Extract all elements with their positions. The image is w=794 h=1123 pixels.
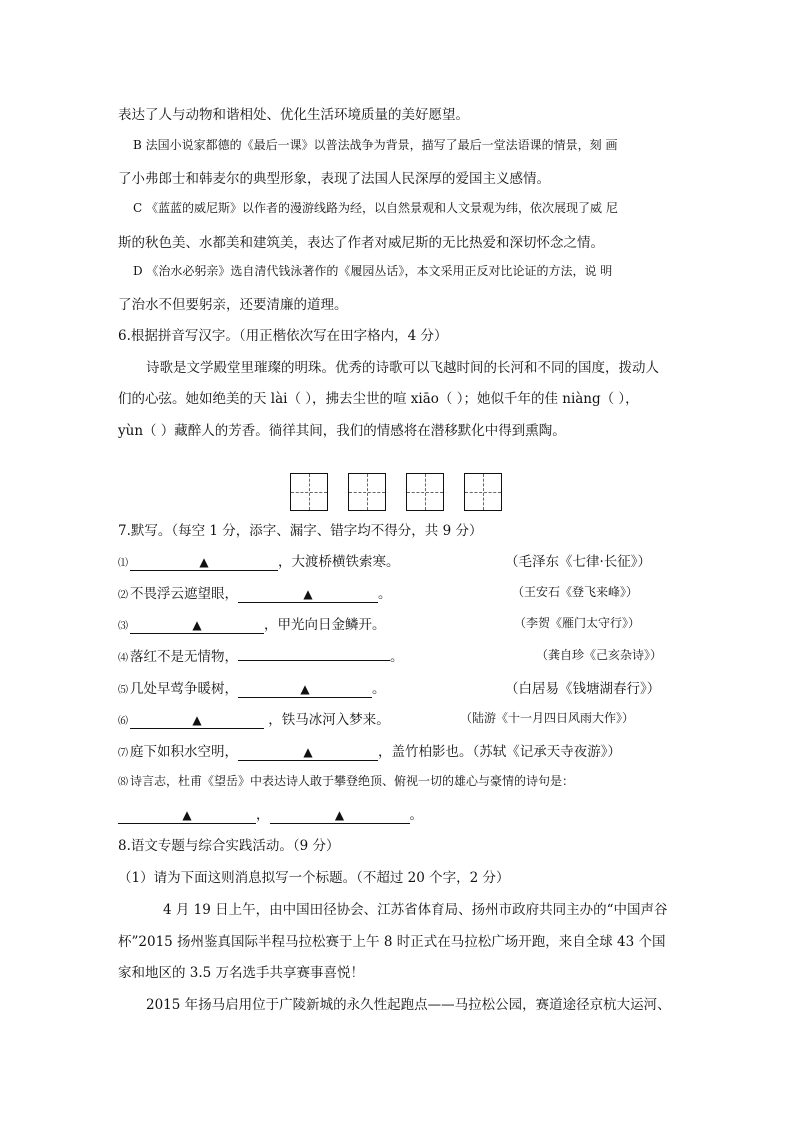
q7-item-5-source: （白居易《钱塘湖春行》）: [505, 681, 661, 697]
q7-item-7: ⑺ 庭下如积水空明， ▲ ，盖竹柏影也。（苏轼《记承天寺夜游》）: [118, 744, 621, 760]
tianzige-cell[interactable]: [406, 473, 444, 511]
q5-intro-line: 表达了人与动物和谐相处、优化生活环境质量的美好愿望。: [118, 107, 469, 123]
q7-item-4-source: （龚自珍《己亥杂诗》）: [536, 648, 663, 662]
q8-sub1: （1）请为下面这则消息拟写一个标题。（不超过 20 个字，2 分）: [118, 870, 510, 886]
q7-item-3-source: （李贺《雁门太守行》）: [514, 616, 641, 630]
answer-blank[interactable]: ▲: [238, 745, 378, 761]
answer-blank[interactable]: ▲: [238, 587, 378, 603]
q7-item-1: ⑴ ▲ ，大渡桥横铁索寒。: [118, 554, 400, 570]
q7-item-3: ⑶ ▲ ，甲光向日金鳞开。: [118, 617, 386, 633]
q6-paragraph-line3: yùn（ ）藏醉人的芳香。徜徉其间，我们的情感将在潜移默化中得到熏陶。: [118, 423, 566, 439]
q8-news-line2: 杯”2015 扬州鉴真国际半程马拉松赛于上午 8 时正式在马拉松广场开跑，来自全球 43 个国: [118, 934, 666, 950]
q5-option-d-line2: 了治水不但要躬亲，还要清廉的道理。: [118, 297, 348, 313]
q7-title: 7.默写。（每空 1 分，添字、漏字、错字均不得分，共 9 分）: [118, 523, 483, 539]
answer-blank[interactable]: ▲: [238, 682, 372, 698]
q7-item-2-source: （王安石《登飞来峰》）: [512, 585, 639, 599]
q8-news-line4: 2015 年扬马启用位于广陵新城的永久性起跑点——马拉松公园，赛道途径京杭大运河、: [146, 997, 671, 1013]
q5-option-d-line1: D 《治水必躬亲》选自清代钱泳著作的《履园丛话》，本文采用正反对比论证的方法，说 明: [133, 264, 613, 278]
answer-blank[interactable]: [238, 645, 390, 661]
q7-item-6-source: （陆游《十一月四日风雨大作》）: [460, 711, 635, 725]
q6-title: 6.根据拼音写汉字。（用正楷依次写在田字格内，4 分）: [118, 328, 448, 344]
q7-item-8: ⑻ 诗言志，杜甫《望岳》中表达诗人敢于攀登绝顶、俯视一切的雄心与豪情的诗句是：: [118, 774, 575, 788]
tianzige-cell[interactable]: [464, 473, 502, 511]
item-number: ⑴: [118, 558, 128, 569]
q8-news-line1: 4 月 19 日上午，由中国田径协会、江苏省体育局、扬州市政府共同主办的“中国声谷: [163, 902, 668, 918]
q7-item-2: ⑵ 不畏浮云遮望眼， ▲ 。: [118, 586, 392, 602]
q6-paragraph-line1: 诗歌是文学殿堂里璀璨的明珠。优秀的诗歌可以飞越时间的长河和不同的国度，拨动人: [146, 360, 659, 376]
q7-item-1-source: （毛泽东《七律·长征》）: [505, 554, 652, 570]
tianzige-cell[interactable]: [290, 473, 328, 511]
tianzige-cell[interactable]: [348, 473, 386, 511]
q7-item-8-answers: ▲ ， ▲ 。: [118, 803, 423, 824]
answer-blank[interactable]: ▲: [118, 808, 256, 824]
q7-item-6: ⑹ ▲ ，铁马冰河入梦来。: [118, 712, 390, 728]
q8-news-line3: 家和地区的 3.5 万名选手共享赛事喜悦！: [118, 965, 365, 981]
tianzige-grid: [290, 473, 522, 511]
q5-option-c-line2: 斯的秋色美、水都美和建筑美，表达了作者对威尼斯的无比热爱和深切怀念之情。: [118, 235, 604, 251]
q6-paragraph-line2: 们的心弦。她如绝美的天 lài（ ），拂去尘世的喧 xiāo（ ）；她似千年的佳 niàng（ ），: [118, 391, 639, 407]
answer-blank[interactable]: ▲: [130, 618, 264, 634]
q5-option-b-line1: B 法国小说家都德的《最后一课》以普法战争为背景，描写了最后一堂法语课的情景，刻 画: [133, 138, 618, 152]
q7-item-5: ⑸ 几处早莺争暖树， ▲ 。: [118, 681, 386, 697]
answer-blank[interactable]: ▲: [130, 713, 264, 729]
q5-option-b-line2: 了小弗郎士和韩麦尔的典型形象，表现了法国人民深厚的爱国主义感情。: [118, 171, 550, 187]
answer-blank[interactable]: ▲: [270, 808, 410, 824]
q5-option-c-line1: C 《蓝蓝的威尼斯》以作者的漫游线路为经，以自然景观和人文景观为纬，依次展现了威 尼: [133, 201, 618, 215]
q7-item-4: ⑷ 落红不是无情物， 。: [118, 645, 404, 665]
answer-blank[interactable]: ▲: [130, 555, 278, 571]
q8-title: 8.语文专题与综合实践活动。（9 分）: [118, 838, 340, 854]
